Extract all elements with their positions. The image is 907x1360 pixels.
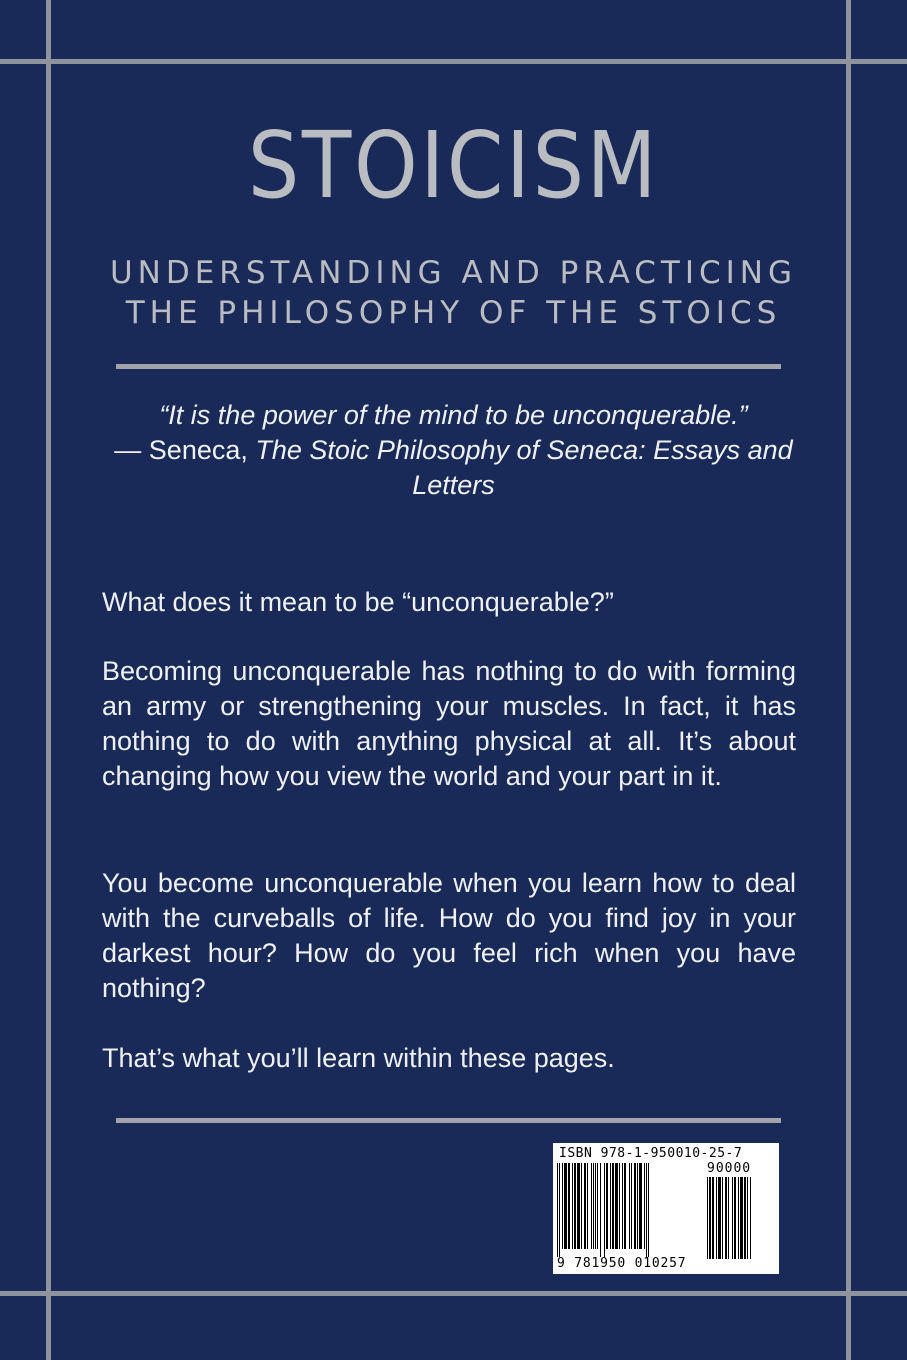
barcode-bar: [559, 1163, 560, 1257]
frame-line-left: [46, 0, 51, 1360]
barcode-bar: [610, 1163, 611, 1249]
barcode-bar: [562, 1163, 563, 1249]
barcode-bar: [740, 1177, 743, 1259]
blurb-paragraph-3: You become unconquerable when you learn how to deal with the curveballs of life. How do you find joy in your darkest hour? How do you feel rich when you have nothing?: [102, 868, 796, 1003]
barcode-bar: [606, 1163, 608, 1249]
barcode-bar: [604, 1163, 605, 1257]
barcode-bar: [716, 1177, 717, 1259]
barcode-bar: [639, 1163, 642, 1249]
barcode-bar: [572, 1163, 573, 1249]
blurb-paragraph-2: Becoming unconquerable has nothing to do with forming an army or strengthening your muscles. In fact, it has nothing to do with anything physical at all. It’s about changing how you view the world and your part in it.: [102, 656, 796, 791]
barcode-bar: [629, 1163, 630, 1249]
price-code: 90000: [707, 1161, 752, 1176]
barcode-bar: [712, 1177, 714, 1259]
barcode-bar: [747, 1177, 748, 1259]
subtitle-line-1: UNDERSTANDING AND PRACTICING: [109, 255, 798, 291]
barcode-bar: [728, 1177, 729, 1259]
barcode-bar: [595, 1163, 596, 1249]
barcode-bar: [637, 1163, 638, 1249]
epigraph-quote: [100, 398, 807, 503]
barcode-bar: [709, 1177, 711, 1259]
barcode-bar: [597, 1163, 598, 1249]
isbn-label: ISBN 978-1-950010-25-7: [559, 1146, 743, 1161]
barcode-bar: [644, 1163, 645, 1249]
divider-bottom: [116, 1118, 781, 1123]
barcode-bar: [612, 1163, 614, 1249]
barcode-bar: [732, 1177, 733, 1259]
ean-barcode-bars: [557, 1163, 699, 1257]
barcode-bar: [600, 1163, 601, 1257]
divider-top: [116, 364, 781, 369]
barcode-bar: [568, 1163, 570, 1249]
quote-text: “It is the power of the mind to be unconquerable.”: [159, 400, 748, 430]
barcode-bar: [624, 1163, 626, 1249]
barcode-bar: [564, 1163, 567, 1249]
barcode-bar: [646, 1163, 647, 1257]
quote-source: The Stoic Philosophy of Seneca: Essays and Letters: [255, 435, 793, 500]
subtitle-line-2: THE PHILOSOPHY OF THE STOICS: [125, 295, 782, 331]
barcode-bar: [722, 1177, 723, 1259]
blurb-paragraph-1: What does it mean to be “unconquerable?”: [102, 587, 614, 617]
barcode-bar: [707, 1177, 708, 1259]
barcode-bar: [584, 1163, 586, 1249]
blurb-paragraph-4: That’s what you’ll learn within these pages.: [102, 1043, 615, 1073]
barcode-bar: [591, 1163, 592, 1249]
barcode-bar: [648, 1163, 649, 1257]
barcode-bar: [744, 1177, 746, 1259]
quote-attribution: [100, 433, 807, 503]
barcode-bar: [718, 1177, 721, 1259]
barcode-bar: [725, 1177, 727, 1259]
barcode-bar: [622, 1163, 623, 1249]
barcode-bar: [557, 1163, 558, 1257]
barcode-bar: [750, 1177, 751, 1259]
barcode-bar: [593, 1163, 594, 1249]
frame-line-top: [0, 59, 907, 64]
barcode-bar: [738, 1177, 739, 1259]
barcode-bar: [631, 1163, 632, 1249]
quote-author: — Seneca,: [114, 435, 256, 465]
barcode-bar: [615, 1163, 618, 1249]
book-title: STOICISM: [247, 112, 660, 219]
barcode-bar: [619, 1163, 620, 1249]
barcode-bar: [581, 1163, 582, 1249]
barcode-bar: [734, 1177, 736, 1259]
isbn-barcode: [553, 1143, 779, 1274]
barcode-bar: [634, 1163, 636, 1249]
barcode-bar: [587, 1163, 588, 1249]
barcode-bar: [577, 1163, 580, 1249]
addon-barcode-bars: [707, 1177, 773, 1267]
ean-digits: 9 781950 010257: [557, 1256, 687, 1271]
frame-line-bottom: [0, 1291, 907, 1296]
barcode-bar: [574, 1163, 576, 1249]
